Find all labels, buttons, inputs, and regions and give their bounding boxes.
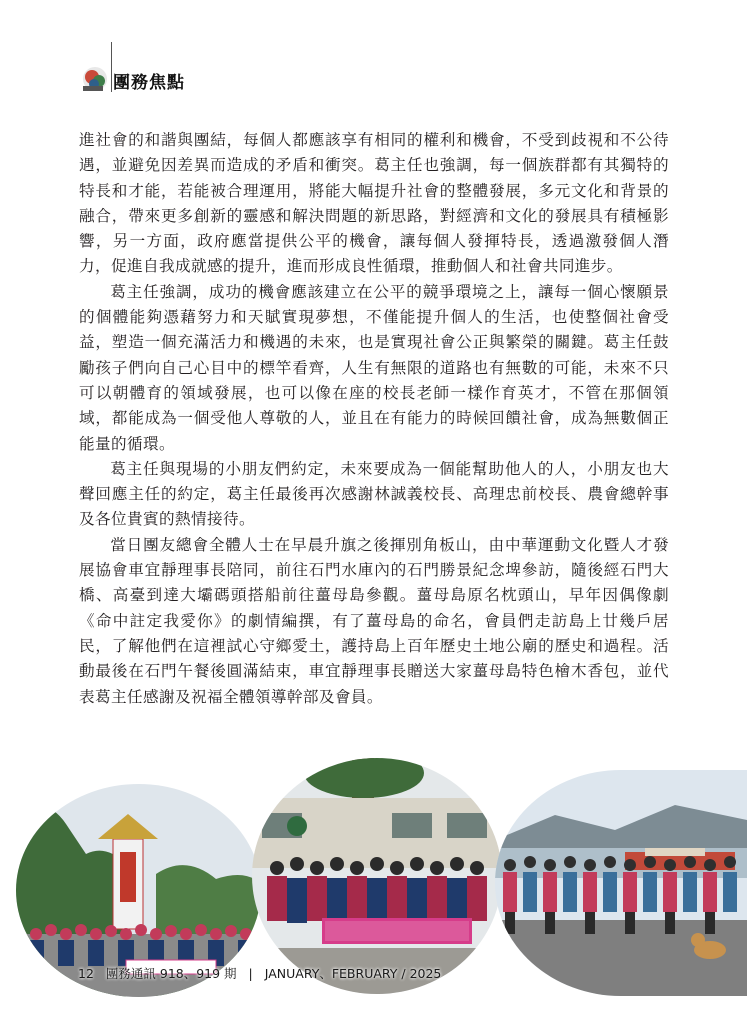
- article-body: [79, 128, 669, 710]
- footer-separator: |: [248, 966, 253, 981]
- article-paragraph: 當日團友總會全體人士在早晨升旗之後揮別角板山，由中華運動文化暨人才發展協會車宜靜理事長陪同，前往石門水庫內的石門勝景紀念埤參訪，隨後經石門大橋、高臺到達大壩碼頭搭船前往薑母島參觀。薑母島原名枕頭山，早年因偶像劇《命中註定我愛你》的劇情編撰，有了薑母島的命名，會員們走訪島上廿幾戶居民，了解他們在這裡試心守鄉愛土，護持島上百年歷史土地公廟的歷史和過程。活動最後在石門午餐後圓滿結束，車宜靜理事長贈送大家薑母島特色檜木香包，並代表葛主任感謝及祝福全體領導幹部及會員。: [79, 535, 669, 706]
- newsletter-emblem-icon: [80, 64, 110, 94]
- publication-title: 團務通訊 918、919 期: [105, 966, 237, 981]
- page-number: 12: [78, 966, 94, 981]
- header-divider: [111, 42, 112, 92]
- article-paragraph: 葛主任強調，成功的機會應該建立在公平的競爭環境之上，讓每一個心懷願景的個體能夠憑藉努力和天賦實現夢想，不僅能提升個人的生活，也使整個社會受益，塑造一個充滿活力和機遇的未來，也是實現社會公正與繁榮的關鍵。葛主任鼓勵孩子們向自己心目中的標竿看齊，人生有無限的道路也有無數的可能，未來不只可以朝體育的領域發展，也可以像在座的校長老師一樣作育英才，不管在那個領域，都能成為一個受他人尊敬的人，並且在有能力的時候回饋社會，成為無數個正能量的循環。: [79, 282, 669, 453]
- article-paragraph: 葛主任與現場的小朋友們約定，未來要成為一個能幫助他人的人，小朋友也大聲回應主任的約定，葛主任最後再次感謝林誠義校長、高理忠前校長、農會總幹事及各位貴賓的熱情接待。: [79, 459, 669, 529]
- group-photo-lakeside: [495, 770, 747, 996]
- group-photo-building: [252, 758, 502, 994]
- page-footer: [78, 964, 449, 982]
- section-title: 團務焦點: [113, 73, 185, 93]
- article-paragraph: 進社會的和諧與團結，每個人都應該享有相同的權利和機會，不受到歧視和不公待遇，並避免因差異而造成的矛盾和衝突。葛主任也強調，每一個族群都有其獨特的特長和才能，若能被合理運用，將能大幅提升社會的整體發展，多元文化和背景的融合，帶來更多創新的靈感和解決問題的新思路，對經濟和文化的發展具有積極影響，另一方面，政府應當提供公平的機會，讓每個人發揮特長，透過激發個人潛力，促進自我成就感的提升，進而形成良性循環，推動個人和社會共同進步。: [79, 131, 669, 276]
- issue-date: JANUARY、FEBRUARY / 2025: [264, 966, 442, 981]
- page-header: [80, 40, 280, 100]
